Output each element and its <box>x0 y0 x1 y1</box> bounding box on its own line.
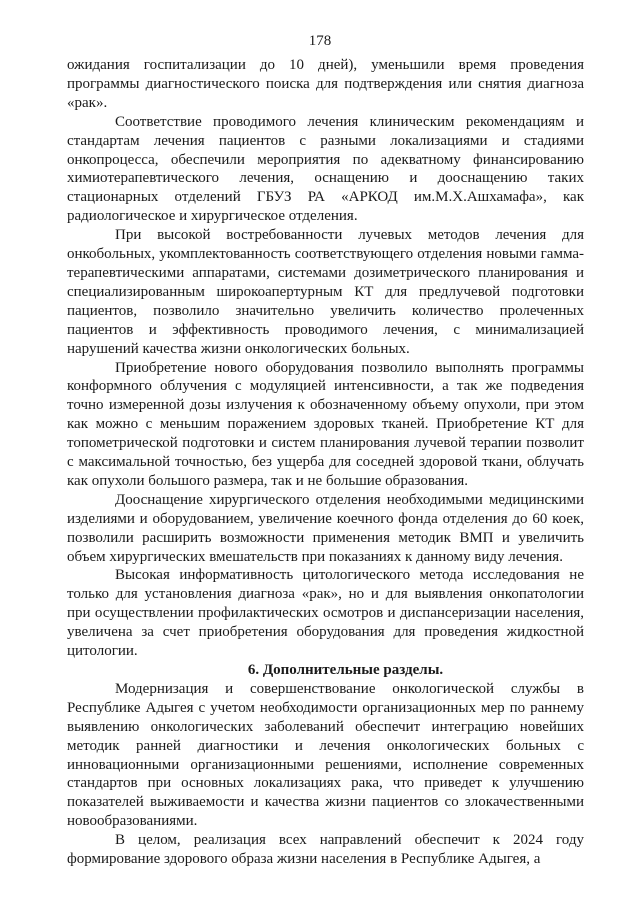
paragraph-5: Дооснащение хирургического отделения необходимыми медицинскими изделиями и оборудованием, увеличение коечного фонда отделения до 60 коек, позволили расширить возможности применения методик ВМП и увеличить объем хирургических вмешательств при показаниях к данному виду лечения. <box>67 491 584 565</box>
paragraph-1: ожидания госпитализации до 10 дней), уменьшили время проведения программы диагностического поиска для подтверждения или снятия диагноза «рак». <box>67 57 584 111</box>
paragraph-6: Высокая информативность цитологического метода исследования не только для установления диагноза «рак», но и для выявления онкопатологии при осуществлении профилактических осмотров и диспансеризации населения, увеличена за счет приобретения оборудования для проведения жидкостной цитологии. <box>67 567 584 660</box>
section-paragraph-2: В целом, реализация всех направлений обеспечит к 2024 году формирование здорового образа жизни населения в Республике Адыгея, а <box>67 832 584 868</box>
section-heading: 6. Дополнительные разделы. <box>247 662 444 678</box>
page-number: 178 <box>308 33 332 49</box>
paragraph-4: Приобретение нового оборудования позволило выполнять программы конформного облучения с модуляцией интенсивности, а так же подведения точно измеренной дозы излучения к обозначенному объему опухоли, при этом как можно с меньшим поражением здоровых тканей. Приобретение КТ для топометрической подготовки и систем планирования лучевой терапии позволит с максимальной точностью, без ущерба для соседней здоровой ткани, облучать как опухоли большого размера, так и не большие образования. <box>67 359 584 489</box>
paragraph-3: При высокой востребованности лучевых методов лечения для онкобольных, укомплектованность соответствующего отделения новыми гамма-терапевтическими аппаратами, системами дозиметрического планирования и специализированным широкоапертурным КТ для предлучевой подготовки пациентов, позволило значительно увеличить количество пролеченных пациентов и эффективность проводимого лечения, с минимализацией нарушений качества жизни онкологических больных. <box>67 227 584 357</box>
paragraph-2: Соответствие проводимого лечения клиническим рекомендациям и стандартам лечения пациентов с разными локализациями и стадиями онкопроцесса, обеспечили мероприятия по адекватному финансированию химиотерапевтического лечения, оснащению и дооснащению таких стационарных отделений ГБУЗ РА «АРКОД им.М.Х.Ашхамафа», как радиологическое и хирургическое отделения. <box>67 113 584 225</box>
document-body <box>67 56 584 869</box>
section-paragraph-1: Модернизация и совершенствование онкологической службы в Республике Адыгея с учетом необходимости организационных мер по раннему выявлению онкологических заболеваний обеспечит интеграцию новейших методик ранней диагностики и лечения онкологических больных с инновационными организационными решениями, исполнение современных стандартов при основных локализациях рака, что приведет к улучшению показателей выживаемости и качества жизни пациентов со злокачественными новообразованиями. <box>67 680 584 830</box>
